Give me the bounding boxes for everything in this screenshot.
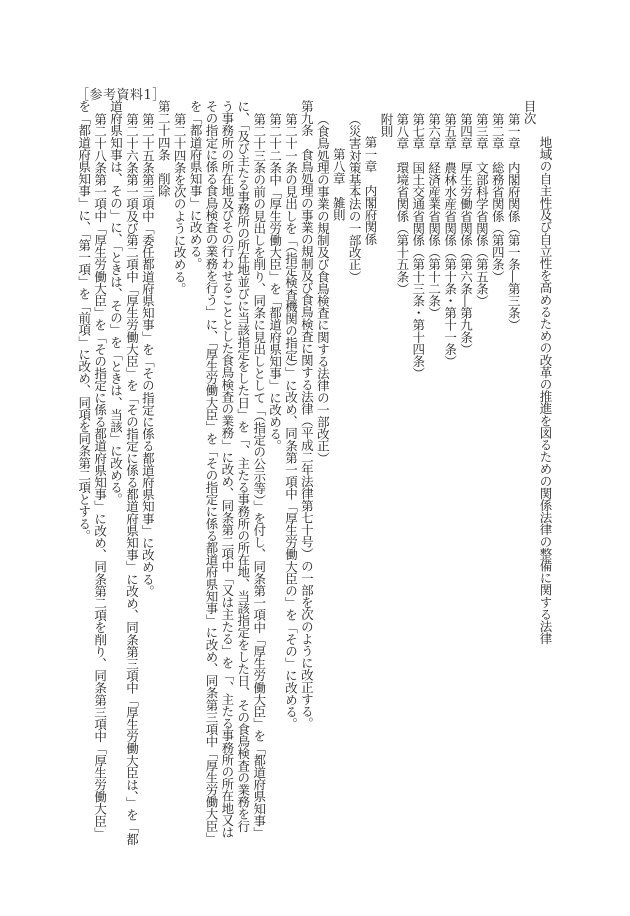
article-line: その指定に係る食鳥検査の業務を行う」に、「厚生労働大臣」を「その指定に係る都道府県知事」に改め、同条第三項中「厚生労働大臣」 [203, 100, 219, 844]
article-line: 第二十二条中「厚生労働大臣」を「都道府県知事」に改める。 [267, 113, 283, 452]
document-title: 地域の自主性及び自立性を高めるための改革の推進を図るための関係法律の整備に関する法律 [538, 136, 553, 645]
law-document [73, 100, 553, 880]
article-line: 第二十三条の前の見出しを削り、同条に見出しとして「（指定の公示等）」を付し、同条第一項中「厚生労働大臣」を「都道府県知事」 [251, 113, 267, 839]
article-line: 第二十五条第三項中「委任都道府県知事」を「その指定に係る都道府県知事」に改める。 [140, 113, 156, 598]
article-line: 第二十一条の見出しを「（指定検査機関の指定）」に改め、同条第一項中「厚生労働大臣の」を「その」に改める。 [283, 113, 299, 730]
article-line: を「都道府県知事」に改める。 [188, 100, 204, 270]
chapter-heading: 第八章 雑則 [331, 148, 347, 221]
article-line: 第二十六条第一項及び第二項中「厚生労働大臣」を「その指定に係る都道府県知事」に改め、同条第三項中「厚生労働大臣は、」を「都 [124, 113, 140, 845]
article-line: 第二十四条 削除 [156, 100, 172, 197]
chapter-heading: 第一章 内閣府関係 [363, 136, 379, 245]
toc-supplementary: 附則 [378, 113, 394, 138]
article-caption: （災害対策基本法の一部改正） [347, 113, 363, 283]
toc-chapter: 第二章 総務省関係（第四条） [490, 113, 506, 283]
toc-chapter: 第三章 文部科学省関係（第五条） [474, 113, 490, 307]
toc-chapter: 第五章 農林水産省関係（第十条・第十一条） [442, 113, 458, 368]
toc-chapter: 第四章 厚生労働省関係（第六条―第九条） [458, 113, 474, 356]
reference-material-label: ［参考資料1］ [76, 88, 166, 103]
article-line: う事務所の所在地及びその行わせることとした食鳥検査の業務」に改め、同条第二項中「又は主たる」を「、主たる事務所の所在地又は [219, 100, 235, 839]
article-line: 第二十四条を次のように改める。 [172, 113, 188, 295]
toc-chapter: 第七章 国土交通省関係（第十三条・第十四条） [410, 113, 426, 380]
toc-chapter: 第六章 経済産業省関係（第十二条） [426, 113, 442, 319]
toc-chapter: 第一章 内閣府関係（第一条―第三条） [506, 113, 522, 331]
article-caption: （食鳥処理の事業の規制及び食鳥検査に関する法律の一部改正） [315, 113, 331, 464]
toc-chapter: 第八章 環境省関係（第十五条） [394, 113, 410, 295]
article-line: を「都道府県知事」に、「第一項」を「前項」に改め、同項を同条第二項とする。 [76, 100, 92, 542]
article-line: 第二十八条第一項中「厚生労働大臣」を「その指定に係る都道府県知事」に改め、同条第二項を削り、同条第三項中「厚生労働大臣」 [92, 113, 108, 840]
article-line: 第九条 食鳥処理の事業の規制及び食鳥検査に関する法律（平成二年法律第七十号）の一部を次のように改正する。 [299, 100, 315, 730]
article-line: に、「及び主たる事務所の所在地並びに当該指定をした日」を「、主たる事務所の所在地、当該指定をした日、その食鳥検査の業務を行 [235, 100, 251, 832]
article-line: 道府県知事は、その」に、「ときは、その」を「ときは、当該」に改める。 [108, 100, 124, 506]
toc-heading: 目次 [522, 100, 538, 125]
